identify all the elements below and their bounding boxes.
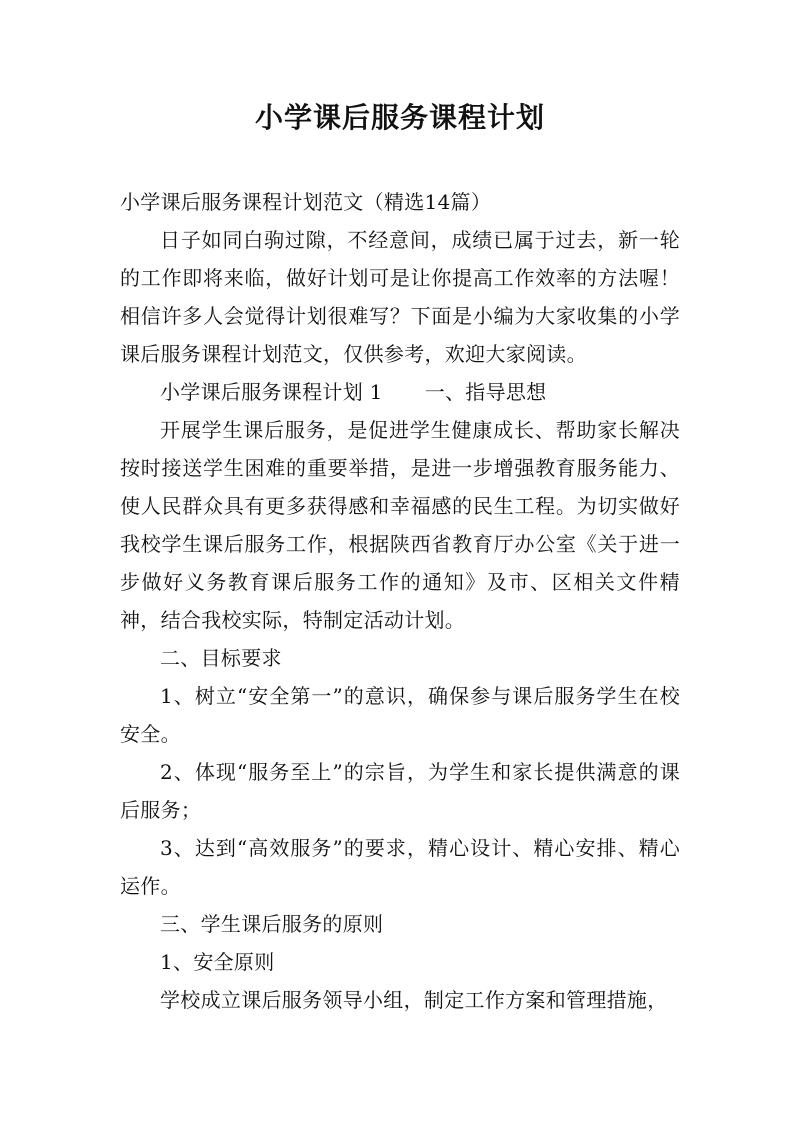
plan-1-heading-line	[120, 373, 680, 411]
document-subtitle: 小学课后服务课程计划范文（精选14篇）	[120, 190, 492, 214]
section-3-heading: 三、学生课后服务的原则	[160, 912, 384, 936]
section-1-heading: 一、指导思想	[424, 380, 547, 404]
intro-paragraph: 日子如同白驹过隙，不经意间，成绩已属于过去，新一轮的工作即将来临，做好计划可是让你提高工作效率的方法喔！相信许多人会觉得计划很难写？下面是小编为大家收集的小学课后服务课程计划范文，仅供参考，欢迎大家阅读。	[120, 228, 680, 366]
section-1-paragraph: 开展学生课后服务，是促进学生健康成长、帮助家长解决按时接送学生困难的重要举措，是进一步增强教育服务能力、使人民群众具有更多获得感和幸福感的民生工程。为切实做好我校学生课后服务工作，根据陕西省教育厅办公室《关于进一步做好义务教育课后服务工作的通知》及市、区相关文件精神，结合我校实际，特制定活动计划。	[120, 418, 680, 632]
principle-1-heading: 1、安全原则	[160, 950, 275, 974]
principle-1-paragraph: 学校成立课后服务领导小组，制定工作方案和管理措施，	[160, 988, 668, 1012]
goal-2-paragraph: 2、体现“服务至上”的宗旨，为学生和家长提供满意的课后服务；	[120, 760, 680, 822]
document-title: 小学课后服务课程计划	[254, 101, 545, 134]
plan-1-label: 小学课后服务课程计划 1	[160, 380, 383, 404]
goal-3-paragraph: 3、达到“高效服务”的要求，精心设计、精心安排、精心运作。	[120, 836, 680, 898]
document-body	[120, 183, 680, 1019]
goal-1-paragraph: 1、树立“安全第一”的意识，确保参与课后服务学生在校安全。	[120, 684, 680, 746]
section-2-heading: 二、目标要求	[160, 646, 282, 670]
